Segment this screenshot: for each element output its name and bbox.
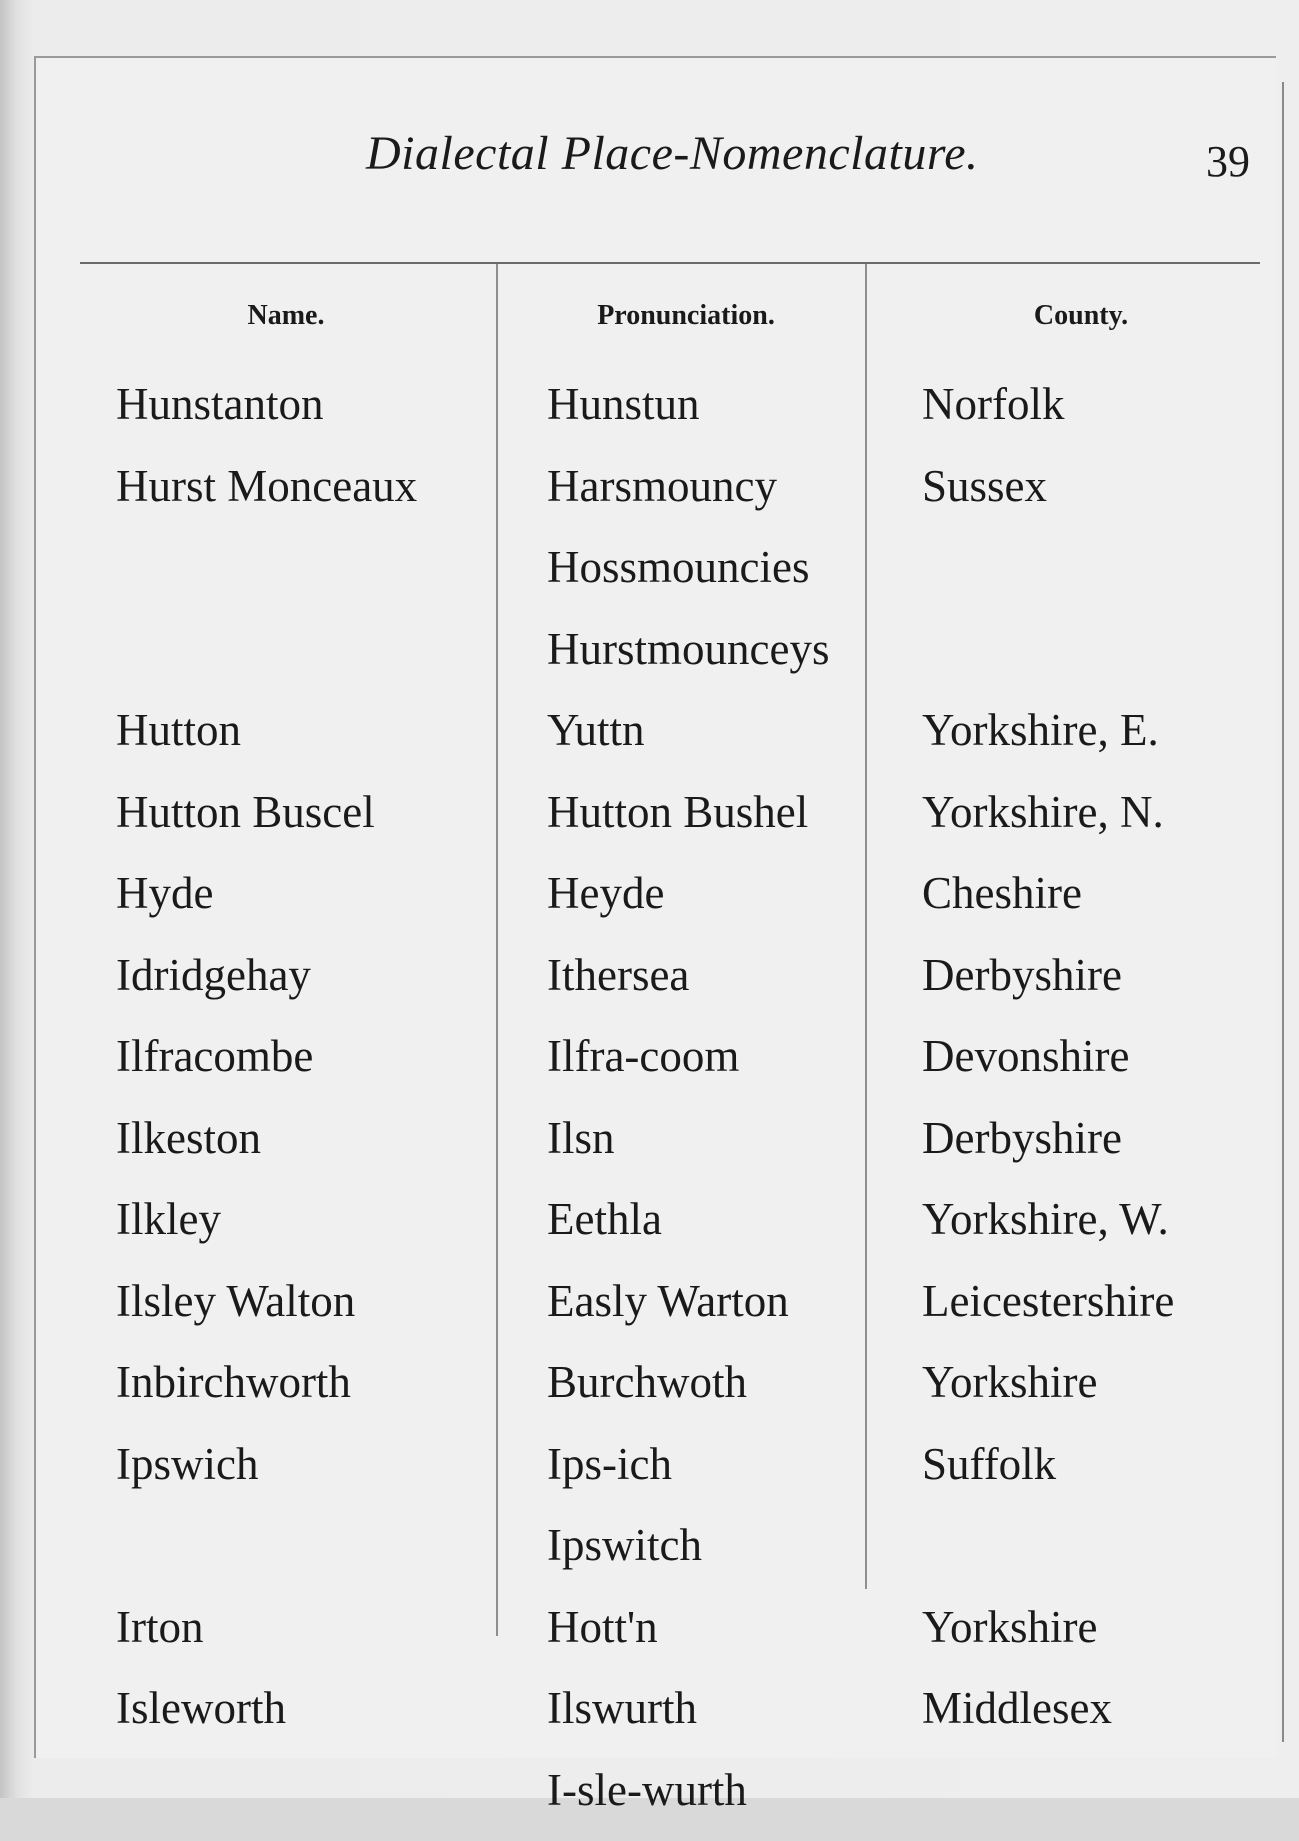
column-headers (56, 300, 1256, 340)
table-row (56, 1189, 1256, 1271)
table-row (56, 863, 1256, 945)
header-rule (80, 262, 1260, 264)
table-row (56, 782, 1256, 864)
cell-name: Hyde (116, 863, 213, 923)
cell-county: Yorkshire, N. (922, 782, 1164, 842)
cell-pronunciation: Heyde (547, 863, 664, 923)
book-page (34, 56, 1276, 1758)
table-row (56, 1434, 1256, 1516)
column-header-pronunciation: Pronunciation. (526, 300, 846, 332)
cell-county: Derbyshire (922, 1108, 1122, 1168)
cell-name: Isleworth (116, 1678, 286, 1738)
table-row (56, 619, 1256, 701)
cell-name: Ilsley Walton (116, 1271, 355, 1331)
cell-name: Hutton Buscel (116, 782, 375, 842)
table-row (56, 1678, 1256, 1760)
cell-name: Hurst Monceaux (116, 456, 417, 516)
cell-pronunciation: Hossmouncies (547, 537, 810, 597)
running-title: Dialectal Place-Nomenclature. (366, 126, 979, 181)
table-row (56, 700, 1256, 782)
cell-pronunciation: Hurstmounceys (547, 619, 829, 679)
cell-pronunciation: Ilfra-coom (547, 1026, 739, 1086)
cell-name: Ilkley (116, 1189, 221, 1249)
table-row (56, 1271, 1256, 1353)
table-row (56, 1760, 1256, 1841)
table-row (56, 374, 1256, 456)
cell-pronunciation: Eethla (547, 1189, 662, 1249)
place-name-table (56, 374, 1256, 1841)
cell-pronunciation: Harsmouncy (547, 456, 777, 516)
page-frame (56, 82, 1284, 1742)
cell-name: Inbirchworth (116, 1352, 351, 1412)
cell-county: Derbyshire (922, 945, 1122, 1005)
cell-name: Hunstanton (116, 374, 324, 434)
cell-pronunciation: Ilswurth (547, 1678, 697, 1738)
cell-county: Yorkshire, W. (922, 1189, 1169, 1249)
page-number: 39 (1206, 136, 1250, 187)
cell-county: Yorkshire (922, 1352, 1097, 1412)
table-row (56, 1515, 1256, 1597)
cell-name: Ilfracombe (116, 1026, 313, 1086)
table-row (56, 1352, 1256, 1434)
cell-county: Leicestershire (922, 1271, 1174, 1331)
table-row (56, 1597, 1256, 1679)
table-row (56, 945, 1256, 1027)
cell-pronunciation: Easly Warton (547, 1271, 789, 1331)
running-head (56, 126, 1256, 186)
cell-pronunciation: Ips-ich (547, 1434, 672, 1494)
table-row (56, 1026, 1256, 1108)
table-row (56, 537, 1256, 619)
cell-county: Cheshire (922, 863, 1082, 923)
column-header-name: Name. (96, 300, 476, 332)
cell-pronunciation: Hutton Bushel (547, 782, 808, 842)
cell-name: Hutton (116, 700, 241, 760)
cell-name: Idridgehay (116, 945, 311, 1005)
cell-pronunciation: Hott'n (547, 1597, 658, 1657)
cell-name: Ipswich (116, 1434, 258, 1494)
cell-county: Suffolk (922, 1434, 1056, 1494)
cell-pronunciation: I-sle-wurth (547, 1760, 747, 1820)
cell-county: Middlesex (922, 1678, 1112, 1738)
cell-pronunciation: Ithersea (547, 945, 689, 1005)
cell-county: Sussex (922, 456, 1047, 516)
cell-pronunciation: Ilsn (547, 1108, 615, 1168)
column-header-county: County. (916, 300, 1246, 332)
cell-county: Yorkshire, E. (922, 700, 1159, 760)
cell-county: Yorkshire (922, 1597, 1097, 1657)
cell-county: Norfolk (922, 374, 1064, 434)
cell-pronunciation: Yuttn (547, 700, 645, 760)
cell-pronunciation: Ipswitch (547, 1515, 702, 1575)
table-row (56, 1108, 1256, 1190)
cell-name: Ilkeston (116, 1108, 261, 1168)
cell-name: Irton (116, 1597, 203, 1657)
cell-pronunciation: Burchwoth (547, 1352, 747, 1412)
table-row (56, 456, 1256, 538)
cell-pronunciation: Hunstun (547, 374, 700, 434)
cell-county: Devonshire (922, 1026, 1129, 1086)
